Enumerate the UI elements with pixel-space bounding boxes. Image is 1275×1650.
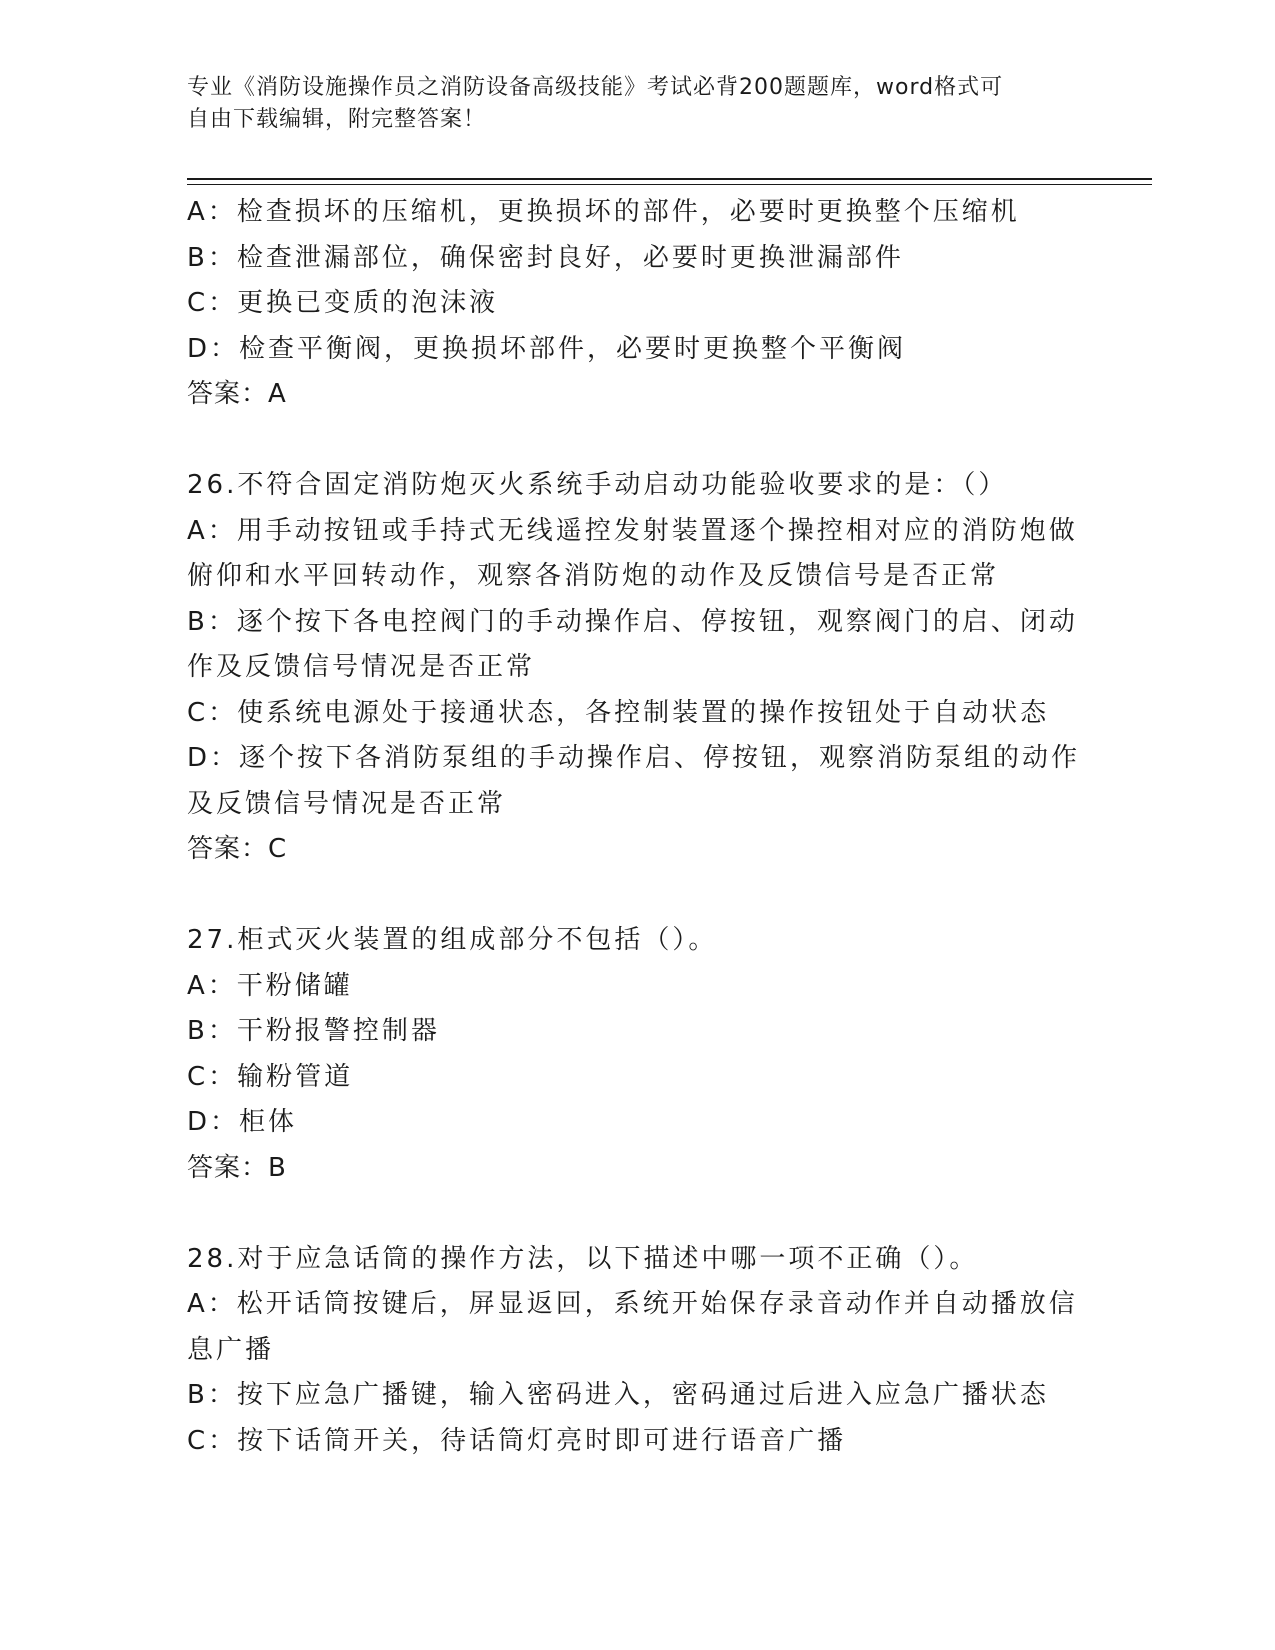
- option-a: A：干粉储罐: [187, 970, 353, 1001]
- document-body: [187, 190, 1087, 1464]
- question-text: 27.柜式灭火装置的组成部分不包括（）。: [187, 925, 718, 955]
- question-text: 28.对于应急话筒的操作方法，以下描述中哪一项不正确（）。: [187, 1243, 979, 1274]
- option-c: C：使系统电源处于接通状态，各控制装置的操作按钮处于自动状态: [187, 697, 1050, 728]
- question-text: 26.不符合固定消防炮灭火系统手动启动功能验收要求的是：（）: [187, 470, 1008, 500]
- option-b: B：逐个按下各电控阀门的手动操作启、停按钮，观察阀门的启、闭动: [187, 606, 1078, 637]
- question-25-block: [187, 190, 1087, 418]
- question-26-block: [187, 463, 1087, 873]
- option-d: D：柜体: [187, 1107, 298, 1137]
- option-c: C：输粉管道: [187, 1061, 354, 1092]
- question-28-block: [187, 1237, 1087, 1465]
- option-a: A：用手动按钮或手持式无线遥控发射装置逐个操控相对应的消防炮做: [187, 515, 1078, 546]
- option-b: B：干粉报警控制器: [187, 1016, 440, 1046]
- answer-line: 答案：A: [187, 379, 287, 409]
- question-27-block: [187, 918, 1087, 1191]
- option-b-continued: 作及反馈信号情况是否正常: [187, 652, 536, 682]
- header-rule-thin: [187, 184, 1152, 185]
- option-a-continued: 息广播: [187, 1334, 275, 1365]
- option-a-continued: 俯仰和水平回转动作，观察各消防炮的动作及反馈信号是否正常: [187, 561, 1000, 591]
- spacer: [187, 1191, 1087, 1237]
- answer-line: 答案：C: [187, 834, 288, 864]
- page-header: [187, 72, 1087, 136]
- option-a: A：检查损坏的压缩机，更换损坏的部件，必要时更换整个压缩机: [187, 197, 1020, 227]
- option-b: B：检查泄漏部位，确保密封良好，必要时更换泄漏部件: [187, 242, 904, 273]
- option-d-continued: 及反馈信号情况是否正常: [187, 788, 507, 819]
- answer-line: 答案：B: [187, 1152, 287, 1183]
- option-c: C：按下话筒开关，待话筒灯亮时即可进行语音广播: [187, 1425, 847, 1456]
- header-line-2: 自由下载编辑，附完整答案！: [187, 107, 487, 132]
- spacer: [187, 873, 1087, 919]
- option-c: C：更换已变质的泡沫液: [187, 288, 499, 318]
- header-line-1: 专业《消防设施操作员之消防设备高级技能》考试必背200题题库，word格式可: [187, 75, 1004, 100]
- option-d: D：逐个按下各消防泵组的手动操作启、停按钮，观察消防泵组的动作: [187, 743, 1081, 773]
- option-a: A：松开话筒按键后，屏显返回，系统开始保存录音动作并自动播放信: [187, 1289, 1078, 1319]
- header-rule-thick: [187, 178, 1152, 180]
- option-b: B：按下应急广播键，输入密码进入，密码通过后进入应急广播状态: [187, 1380, 1049, 1410]
- option-d: D：检查平衡阀，更换损坏部件，必要时更换整个平衡阀: [187, 333, 907, 364]
- spacer: [187, 418, 1087, 464]
